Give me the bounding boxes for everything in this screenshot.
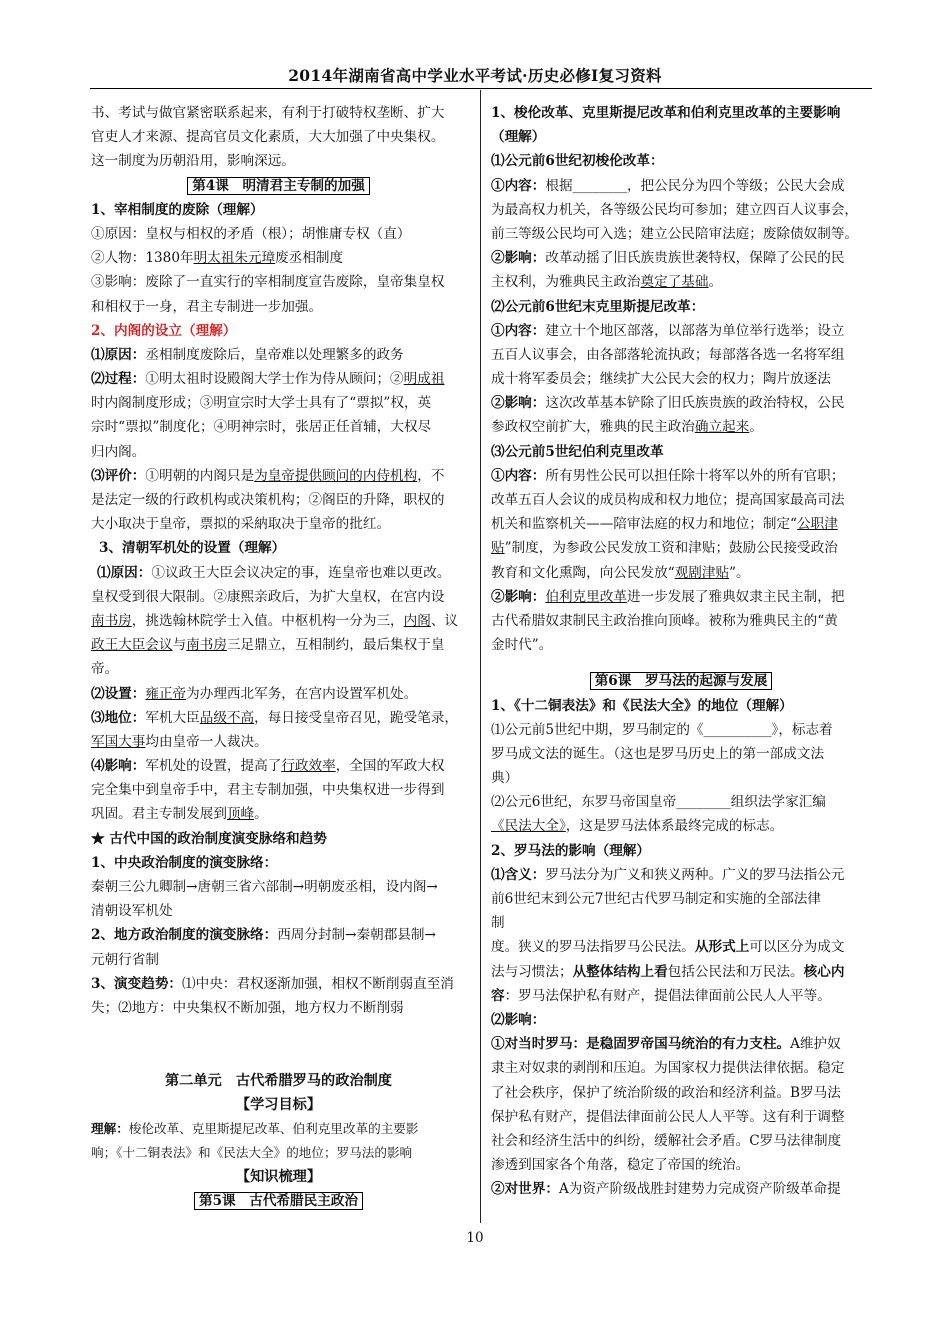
text: A为资产阶级战胜封建势力完成资产阶级革命提	[558, 1181, 841, 1198]
label: 理解：	[91, 1120, 129, 1136]
text-line: 归内阁。	[91, 443, 146, 460]
text: ，每日接受皇帝召见，跪受笔录，	[254, 709, 459, 726]
page-title: 2014年湖南省高中学业水平考试·历史必修Ⅰ复习资料	[288, 66, 662, 85]
text-line	[91, 561, 466, 585]
text: 根据	[545, 177, 573, 194]
label: ⑷影响：	[91, 758, 146, 775]
lesson5-title: 第5课 古代希腊民主政治	[194, 1192, 363, 1210]
text-line: 为最高权力机关，各等级公民均可参加；建立四百人议事会，	[491, 201, 859, 218]
underlined-text: 《民法大全》	[491, 818, 566, 835]
text-line	[491, 1177, 871, 1201]
text: ①议政王大臣会议决定的事，连皇帝也难以更改。	[151, 564, 451, 581]
subheading: ⑴公元前6世纪初梭伦改革：	[491, 153, 664, 170]
text-line	[491, 246, 871, 270]
text-line	[491, 935, 871, 959]
text-line: 成十将军委员会；继续扩大公民大会的权力；陶片放逐法	[491, 371, 831, 388]
text: 巩固。君主专制发展到	[91, 806, 227, 823]
text-line	[491, 585, 871, 609]
text: ⑴公元前5世纪中期，罗马制定的《	[491, 721, 704, 738]
text-line	[91, 633, 466, 657]
intro-line: 书、考试与做官紧密联系起来，有利于打破特权垄断、扩大	[91, 105, 445, 121]
lesson5-title-row	[91, 1189, 466, 1213]
text-line	[491, 391, 871, 415]
section-heading: 2、内阁的设立（理解）	[91, 322, 237, 339]
text-line	[491, 270, 871, 294]
bold-text: 核心内	[803, 963, 845, 980]
text-line	[491, 790, 871, 814]
text-line: 秦朝三公九卿制→唐朝三省六部制→明朝废丞相，设内阁→	[91, 879, 438, 895]
text: 教育和文化熏陶，向公民发放“	[491, 564, 675, 581]
label: 3、演变趋势：	[91, 975, 183, 992]
text: ⑵公元6世纪，东罗马帝国皇帝	[491, 794, 677, 811]
text: 参政权空前扩大，雅典的民主政治	[491, 419, 695, 436]
text-line	[91, 754, 466, 778]
text: ，把公民分为四个等级；公民大会成	[626, 177, 845, 194]
right-column	[491, 101, 871, 1201]
text: 。	[708, 274, 723, 291]
lesson6-title-row	[491, 669, 871, 693]
unit-title: 第二单元 古代希腊罗马的政治制度	[164, 1072, 392, 1089]
intro-line: 官吏人才来源、提高官员文化素质，大大加强了中央集权。	[91, 129, 445, 146]
text-line: 社会和经济生活中的纠纷，缓解社会矛盾。C罗马法律制度	[491, 1132, 842, 1149]
text: ”制度，为参政公民发放工资和津贴；鼓励公民接受政治	[504, 540, 838, 557]
text-line: 金时代”。	[491, 637, 553, 654]
left-column	[91, 101, 466, 1214]
text: 主权利，为雅典民主政治	[491, 274, 641, 291]
underlined-text: 政王大臣会议	[91, 637, 173, 654]
text: ：罗马法保护私有财产，提倡法律面前公民人人平等。	[504, 987, 831, 1004]
text: 所有男性公民可以担任除十将军以外的所有官职；	[545, 467, 845, 484]
text-line	[91, 682, 466, 706]
text-line	[491, 984, 871, 1008]
text-line	[491, 561, 871, 585]
text: ⑴中央：君权逐渐加强，相权不断削弱直至消	[182, 975, 454, 992]
text: 进一步发展了雅典奴隶主民主制，把	[626, 588, 845, 605]
label: ①内容：	[491, 322, 546, 339]
text-line: 隶主对奴隶的剥削和压迫。为国家权力提供法律依据。稳定	[491, 1060, 845, 1077]
text-line: ①原因：皇权与相权的矛盾（根）；胡惟庸专权（直）	[91, 225, 411, 242]
label: ⑵设置：	[91, 685, 146, 702]
underlined-text: 公职津	[797, 516, 838, 533]
underlined-text: 南书房	[91, 612, 132, 629]
text-line	[91, 1117, 466, 1141]
text-line: 古代希腊奴隶制民主政治推向顶峰。被称为雅典民主的“黄	[491, 612, 838, 629]
text: 三足鼎立，互相制约，最后集权于皇	[226, 637, 445, 654]
text-line: 了社会秩序，保护了统治阶级的政治和经济利益。B罗马法	[491, 1084, 841, 1101]
text: 这次改革基本铲除了旧氏族贵族的政治特权，公民	[545, 395, 845, 412]
text: 》，标志着	[771, 721, 833, 738]
text-line	[491, 174, 871, 198]
lesson4-title-row	[91, 174, 466, 198]
text-line: ③影响：废除了一直实行的宰相制度宣告废除，皇帝集皇权	[91, 274, 445, 291]
underlined-text: 贴	[491, 540, 505, 557]
lesson6-title: 第6课 罗马法的起源与发展	[590, 672, 773, 690]
text: 丞相制度废除后，皇帝难以处理繁多的政务	[145, 346, 404, 363]
label: ①内容：	[491, 467, 546, 484]
fill-blank: __________	[703, 721, 772, 738]
text: 。	[254, 806, 268, 823]
text: ，不	[417, 467, 445, 484]
text: 改革动摇了旧氏族贵族世袭特权，保障了公民的民	[545, 250, 845, 267]
label: ⑴含义：	[491, 866, 546, 883]
section-heading: 3、清朝军机处的设置（理解）	[99, 540, 286, 557]
text-line: 1、中央政治制度的演变脉络：	[91, 854, 278, 871]
spacer	[91, 1020, 466, 1044]
text-line	[91, 343, 466, 367]
underlined-text: 确立起来	[694, 419, 750, 436]
text-line: 改革五百人会议的成员构成和权力地位；提高国家最高司法	[491, 492, 845, 508]
text-line: 帝。	[91, 661, 119, 678]
label: ⑴原因：	[97, 564, 152, 581]
text-line: 前6世纪末到公元7世纪古代罗马制定和实施的全部法律	[491, 891, 821, 907]
text-line	[491, 863, 871, 887]
text-line	[491, 536, 871, 560]
label: ⑶地位：	[91, 709, 146, 726]
text: 军机处的设置，提高了	[145, 758, 282, 775]
text-line: 和相权于一身，君主专制进一步加强。	[91, 298, 323, 315]
text: ②人物：1380年	[91, 250, 194, 267]
text: 度。狭义的罗马法指罗马公民法。	[491, 939, 695, 956]
text-line: 失；⑵地方：中央集权不断加强，地方权力不断削弱	[91, 999, 404, 1016]
underlined-text: 顶峰	[226, 806, 255, 823]
text-line: 渗透到国家各个角落，稳定了帝国的统治。	[491, 1157, 750, 1174]
underlined-text: 奠定了基础	[640, 274, 709, 291]
label: 2、地方政治制度的演变脉络：	[91, 927, 278, 944]
text-line	[91, 246, 466, 270]
section-heading: 1、梭伦改革、克里斯提尼改革和伯利克里改革的主要影响	[491, 105, 841, 121]
text-line: 完全集中到皇帝手中，君主专制加强，中央集权进一步得到	[91, 782, 445, 799]
text: 组织法学家汇编	[730, 794, 826, 811]
lesson4-title: 第4课 明清君主专制的加强	[187, 177, 370, 195]
subheading: ⑶公元前5世纪伯利克里改革	[491, 443, 664, 460]
section-heading: 1、《十二铜表法》和《民法大全》的地位（理解）	[491, 697, 793, 714]
text: 梭伦改革、克里斯提尼改革、伯利克里改革的主要影	[128, 1120, 419, 1136]
text: 。	[749, 419, 763, 436]
label: ②影响：	[491, 395, 546, 412]
text-line	[91, 706, 466, 730]
title-rule	[90, 88, 872, 89]
spacer	[491, 657, 871, 669]
text-line	[491, 718, 871, 742]
text-line: 典）	[491, 770, 519, 787]
fill-blank: ________	[572, 177, 627, 194]
text: 包括公民法和万民法。	[667, 963, 804, 980]
text: 西周分封制→秦朝郡县制→	[277, 927, 436, 944]
section-heading: 1、宰相制度的废除（理解）	[91, 201, 264, 218]
text-line: 响；《十二铜表法》和《民法大全》的地位；罗马法的影响	[91, 1145, 413, 1161]
bold-text: 从形式上	[694, 939, 750, 956]
label: ⑵过程：	[91, 371, 146, 388]
text-line	[91, 923, 466, 947]
underlined-text: 行政效率	[281, 758, 336, 775]
underlined-text: 军国大事	[91, 733, 146, 750]
bold-text: 是稳固罗帝国马统治的有力支柱。	[586, 1036, 791, 1053]
trend-heading: ★ 古代中国的政治制度演变脉络和趋势	[91, 830, 327, 847]
underlined-text: 明成祖	[403, 371, 445, 388]
label: ②影响：	[491, 250, 546, 267]
label: ②影响：	[491, 588, 546, 605]
fill-blank: ________	[676, 794, 731, 811]
subheading: ⑵公元前6世纪末克里斯提尼改革：	[491, 298, 705, 315]
label: ⑴原因：	[91, 346, 146, 363]
bold-text: 从整体结构上看	[572, 963, 668, 980]
underlined-text: 内阁	[403, 612, 431, 629]
text: 废丞相制度	[275, 250, 344, 267]
text-line	[491, 960, 871, 984]
page-number: 10	[466, 1230, 484, 1246]
label: ⑶评价：	[91, 467, 146, 484]
text: 为办理西北军务，在宫内设置军机处。	[186, 685, 418, 702]
text-line: 大小取决于皇帝，票拟的采納取决于皇帝的批红。	[91, 516, 391, 533]
text-line: ⑵影响：	[491, 1011, 546, 1028]
text: A维护奴	[790, 1036, 841, 1053]
text-line: 元朝行省制	[91, 951, 159, 968]
underlined-text: 为皇帝提供顾问的内侍机构	[254, 467, 418, 484]
text: ，全国的军政大权	[335, 758, 445, 775]
knowledge-review-heading: 【知识梳理】	[235, 1169, 322, 1186]
text: 均由皇帝一人裁决。	[145, 733, 268, 750]
spacer	[91, 1044, 466, 1068]
text-line	[491, 1032, 871, 1056]
label: ②对世界：	[491, 1181, 559, 1198]
text-line	[91, 464, 466, 488]
text-line: 时内阁制度形成；③明宣宗时大学士具有了“票拟”权，英	[91, 395, 432, 412]
text: 可以区分为成文	[749, 939, 845, 956]
text-line: 五百人议事会，由各部落轮流执政；每部落各选一名将军组	[491, 346, 845, 363]
text-line: 制	[491, 915, 505, 932]
text-line	[91, 972, 466, 996]
section-heading: （理解）	[491, 129, 546, 146]
text: 法与习惯法；	[491, 963, 573, 980]
text-line	[91, 730, 466, 754]
text-line: 宗时“票拟”制度化；④明神宗时，张居正任首辅，大权尽	[91, 419, 432, 436]
text-line: 皇权受到很大限制。②康熙亲政后，为扩大皇权，在宫内设	[91, 588, 445, 605]
text: 建立十个地区部落，以部落为单位举行选举；设立	[545, 322, 845, 339]
underlined-text: 伯利克里改革	[545, 588, 627, 605]
bold-text: 容	[491, 987, 505, 1004]
text-line	[491, 464, 871, 488]
text-line	[491, 512, 871, 536]
label: ①内容：	[491, 177, 546, 194]
text-line: 是法定一级的行政机构或决策机构；②阁臣的升降，职权的	[91, 492, 445, 508]
underlined-text: 南书房	[186, 637, 227, 654]
text: 机关和监察机关——陪审法庭的权力和地位；制定“	[491, 516, 798, 533]
text-line	[491, 814, 871, 838]
text: 、议	[430, 612, 459, 629]
text-line	[91, 367, 466, 391]
text: ①明太祖时设殿阁大学士作为侍从顾问；②	[145, 371, 404, 388]
text: 罗马法分为广义和狭义两种。广义的罗马法指公元	[545, 866, 845, 883]
text-line	[491, 319, 871, 343]
underlined-text: 明太祖朱元璋	[193, 250, 276, 267]
text: ”。	[729, 564, 750, 581]
text-line: 前三等级公民均可入选；建立公民陪审法庭；废除债奴制等。	[491, 225, 859, 242]
intro-line: 这一制度为历朝沿用，影响深远。	[91, 153, 295, 170]
underlined-text: 雍正帝	[145, 685, 187, 702]
learning-goals-heading: 【学习目标】	[235, 1096, 322, 1113]
text-line	[91, 802, 466, 826]
text-line: 罗马成文法的诞生。（这也是罗马历史上的第一部成文法	[491, 745, 825, 762]
text: 与	[172, 637, 187, 654]
text: 军机大臣	[145, 709, 200, 726]
text: ，挑选翰林院学士入值。中枢机构一分为三，	[131, 612, 404, 629]
label: ①对当时罗马：	[491, 1036, 587, 1053]
underlined-text: 观剧津贴	[674, 564, 730, 581]
underlined-text: 品级不高	[199, 709, 255, 726]
text-line: 保护私有财产，提倡法律面前公民人人平等。这有利于调整	[491, 1108, 845, 1125]
text-line	[491, 415, 871, 439]
section-heading: 2、罗马法的影响（理解）	[491, 842, 650, 859]
text-line: 清朝设军机处	[91, 903, 173, 920]
text: ①明朝的内阁只是	[145, 467, 255, 484]
text: ，这是罗马法体系最终完成的标志。	[565, 818, 784, 835]
column-divider	[480, 90, 481, 1223]
text-line	[91, 609, 466, 633]
